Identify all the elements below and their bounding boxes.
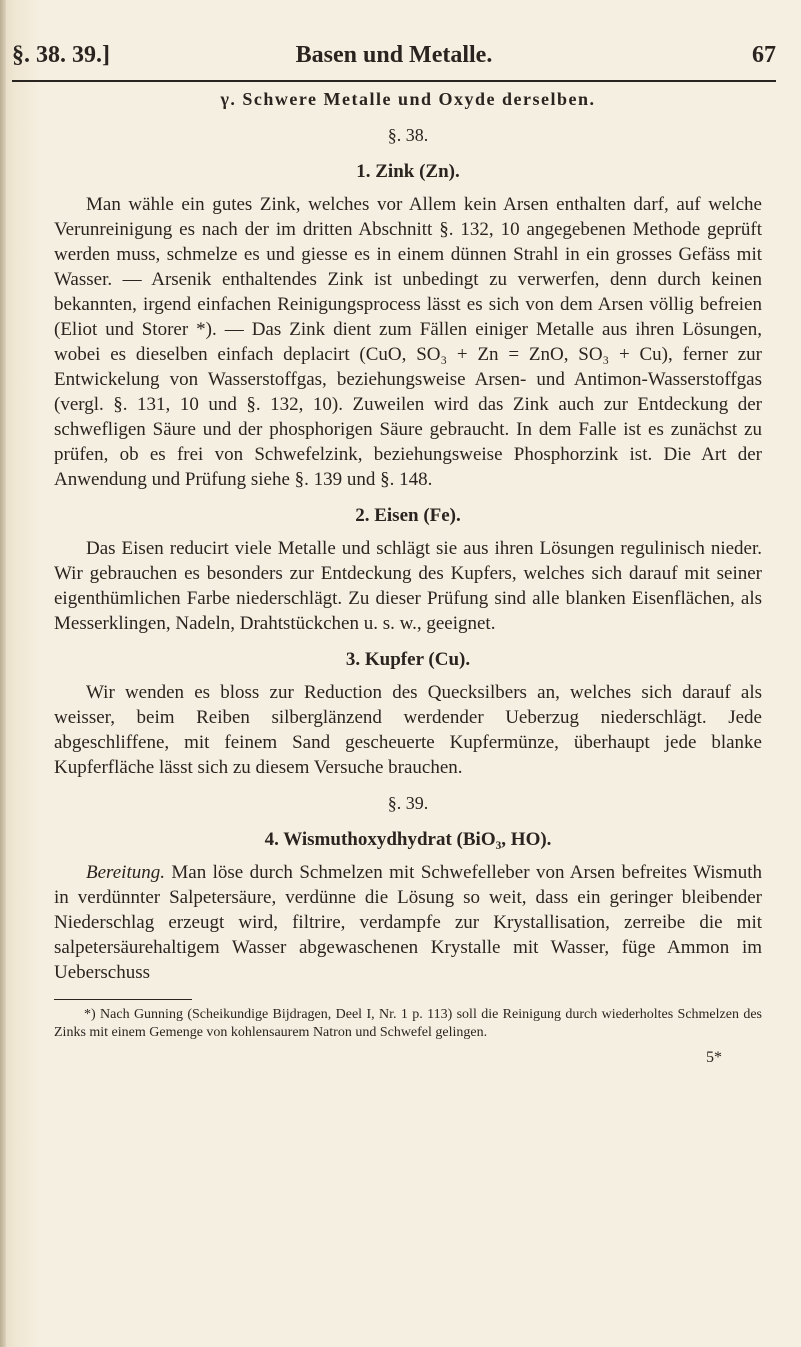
section-text-copper: Wir wenden es bloss zur Reduction des Quecksilbers an, welches sich darauf als weisser, beim Reiben silberglänzend werdender Ueberzug niederschlägt. Jede abgeschliffene, mit feinem Sand gescheuerte Kupfermünze, überhaupt jede blanke Kupferfläche lässt sich zu diesem Versuche brauchen. [54, 682, 762, 778]
chapter-subheading: γ. Schwere Metalle und Oxyde derselben. [220, 89, 596, 109]
section-text-iron: Das Eisen reducirt viele Metalle und schlägt sie aus ihren Lösungen regulinisch nieder. Wir gebrauchen es besonders zur Entdeckung des Kupfers, welches sich darauf mit seiner eigenthümlichen Farbe niederschlägt. Zu dieser Prüfung sind alle blanken Eisenflächen, als Messerklingen, Nadeln, Drahtstückchen u. s. w., geeignet. [54, 538, 762, 634]
bismuth-text: Man löse durch Schmelzen mit Schwefelleber von Arsen befreites Wismuth in verdünnter Salpetersäure, verdünne die Lösung so weit, dass ein geringer bleibender Niederschlag erzeugt wird, filtrire, verdampfe zur Krystallisation, zerreibe die mit salpetersäurehaltigem Wasser abgewaschenen Krystalle mit Wasser, füge Ammon im Ueberschuss [54, 862, 762, 983]
paragraph-number-38: §. 38. [387, 125, 429, 145]
section-text-zinc: Man wähle ein gutes Zink, welches vor Allem kein Arsen enthalten darf, auf welche Verunreinigung es nach der im dritten Abschnitt §. 132, 10 angegebenen Methode geprüft werden muss, schmelze es und giesse es in einem dünnen Strahl in ein grosses Gefäss mit Wasser. — Arsenik enthaltendes Zink ist unbedingt zu verwerfen, denn durch keinen bekannten, irgend einfachen Reinigungsprocess lässt es sich von dem Arsen völlig befreien (Eliot und Storer *). — Das Zink dient zum Fällen einiger Metalle aus ihren Lösungen, wobei es dieselben einfach deplacirt (CuO, SO₃ + Zn = ZnO, SO₃ + Cu), ferner zur Entwickelung von Wasserstoffgas, beziehungsweise Arsen- und Antimon-Wasserstoffgas (vergl. §. 131, 10 und §. 132, 10). Zuweilen wird das Zink auch zur Entdeckung der schwefligen Säure und der phosphorigen Säure gebraucht. In dem Falle ist es zunächst zu prüfen, ob es frei von Schwefelzink, beziehungsweise Phosphorzink ist. Die Art der Anwendung und Prüfung siehe §. 139 und §. 148. [54, 194, 762, 490]
footnote: *) Nach Gunning (Scheikundige Bijdragen, Deel I, Nr. 1 p. 113) soll die Reinigung durch wiederholtes Schmelzen des Zinks mit einem Gemenge von kohlensaurem Natron und Schwefel gelingen. [54, 1007, 762, 1040]
page-content [54, 86, 762, 1068]
bismuth-lead-term: Bereitung. [86, 862, 165, 883]
header-rule [12, 80, 776, 82]
paragraph-number-39: §. 39. [387, 793, 429, 813]
signature-mark: 5* [706, 1049, 722, 1066]
section-text-bismuth [54, 860, 762, 985]
section-title-copper: 3. Kupfer (Cu). [345, 649, 471, 670]
page-binding-edge [0, 0, 6, 1347]
running-header [12, 42, 776, 76]
header-title: Basen und Metalle. [295, 42, 493, 68]
page-number: 67 [752, 42, 776, 68]
section-title-bismuth: 4. Wismuthoxydhydrat (BiO₃, HO). [264, 829, 552, 850]
section-title-zinc: 1. Zink (Zn). [356, 161, 460, 182]
footnote-rule [54, 999, 192, 1000]
header-section-ref: §. 38. 39.] [12, 42, 110, 68]
section-title-iron: 2. Eisen (Fe). [355, 505, 461, 526]
